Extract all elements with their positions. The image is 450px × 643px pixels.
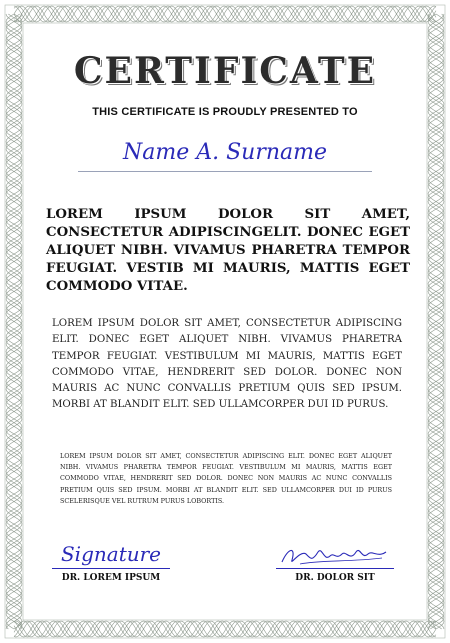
signature-line-right [276, 568, 394, 569]
signature-block-left [46, 540, 176, 583]
signature-block-right [270, 540, 400, 583]
certificate-title: CERTIFICATE [73, 50, 377, 92]
body-paragraph: LOREM IPSUM DOLOR SIT AMET, CONSECTETUR ADIPISCING ELIT. DONEC EGET ALIQUET NIBH. VIVAMUS PHARETRA TEMPOR FEUGIAT. VESTIBULUM MI MAURIS, MATTIS EGET COMMODO VITAE, HENDRERIT SED DOLOR. DONEC NON MAURIS AC NUNC CONVALLIS PRETIUM QUIS SED IPSUM. MORBI AT BLANDIT ELIT. SED ULLAMCORPER DUI ID PURUS. [52, 318, 402, 411]
signer-name-left: DR. LOREM IPSUM [61, 573, 161, 583]
signature-line-left [52, 568, 170, 569]
recipient-underline [78, 171, 372, 172]
signature-left: Signature [60, 542, 162, 566]
fine-print-paragraph: LOREM IPSUM DOLOR SIT AMET, CONSECTETUR ADIPISCING ELIT. DONEC EGET ALIQUET NIBH. VIVAMUS PHARETRA TEMPOR FEUGIAT. VESTIBULUM MI MAURIS, MATTIS EGET COMMODO VITAE, HENDRERIT SED DOLOR. DONEC NON MAURIS AC NUNC CONVALLIS PRETIUM QUIS SED IPSUM. MORBI AT BLANDIT ELIT. SED ULLAMCORPER DUI ID PURUS SCELERISQUE VEL RUTRUM PURUS LOBORTIS. [60, 452, 392, 505]
signer-name-right: DR. DOLOR SIT [295, 573, 375, 583]
recipient-name: Name A. Surname [122, 140, 328, 165]
signature-right-scribble [270, 540, 400, 568]
lead-paragraph: LOREM IPSUM DOLOR SIT AMET, CONSECTETUR ADIPISCINGELIT. DONEC EGET ALIQUET NIBH. VIVAMUS PHARETRA TEMPOR FEUGIAT. VESTIB MI MAURIS, MATTIS EGET COMMODO VITAE. [46, 207, 410, 294]
certificate-subtitle: THIS CERTIFICATE IS PROUDLY PRESENTED TO [92, 106, 358, 118]
